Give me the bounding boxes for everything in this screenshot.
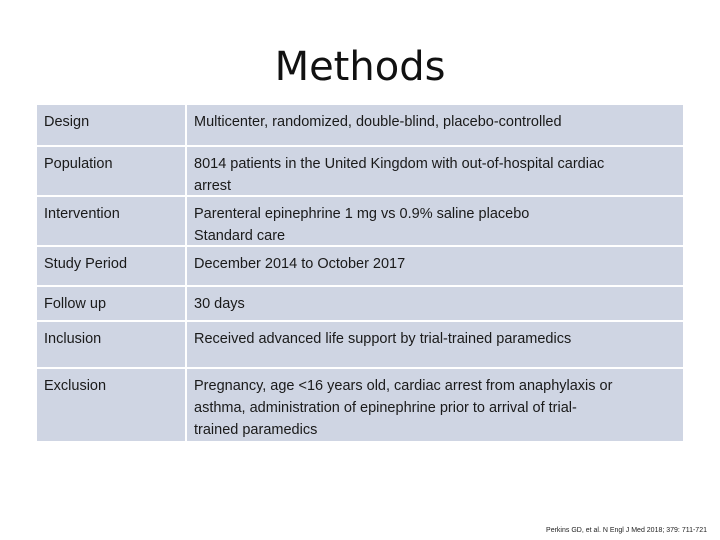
table-row-study-period	[37, 247, 683, 285]
table-row-exclusion	[37, 369, 683, 441]
row-value-line: 8014 patients in the United Kingdom with out-of-hospital cardiac	[194, 156, 605, 172]
table-row-follow-up	[37, 287, 683, 320]
table-row-inclusion	[37, 322, 683, 367]
table-row-intervention	[37, 197, 683, 245]
row-value-line: Received advanced life support by trial-trained paramedics	[194, 331, 572, 347]
row-value	[187, 287, 683, 320]
row-value-line: asthma, administration of epinephrine prior to arrival of trial-	[194, 400, 577, 416]
table-row-population	[37, 147, 683, 195]
row-value	[187, 105, 683, 145]
row-value-line: December 2014 to October 2017	[194, 256, 406, 272]
row-label: Design	[37, 105, 185, 145]
row-value-line: arrest	[194, 178, 232, 194]
row-label: Study Period	[37, 247, 185, 285]
row-value-line: Multicenter, randomized, double-blind, placebo-controlled	[194, 114, 562, 130]
citation: Perkins GD, et al. N Engl J Med 2018; 379: 711-721	[546, 527, 707, 534]
row-value-line: Parenteral epinephrine 1 mg vs 0.9% saline placebo	[194, 206, 530, 222]
row-value	[187, 369, 683, 441]
slide-title: Methods	[274, 44, 446, 90]
row-value-line: 30 days	[194, 296, 245, 312]
row-label: Exclusion	[37, 369, 185, 441]
row-value-line: Standard care	[194, 228, 286, 244]
table-row-design	[37, 105, 683, 145]
row-value	[187, 322, 683, 367]
row-label: Inclusion	[37, 322, 185, 367]
row-value-line: Pregnancy, age <16 years old, cardiac arrest from anaphylaxis or	[194, 378, 613, 394]
row-value	[187, 247, 683, 285]
row-label: Follow up	[37, 287, 185, 320]
row-label: Intervention	[37, 197, 185, 245]
row-value	[187, 147, 683, 195]
row-value-line: trained paramedics	[194, 422, 318, 438]
row-value	[187, 197, 683, 245]
row-label: Population	[37, 147, 185, 195]
methods-table	[37, 105, 683, 443]
